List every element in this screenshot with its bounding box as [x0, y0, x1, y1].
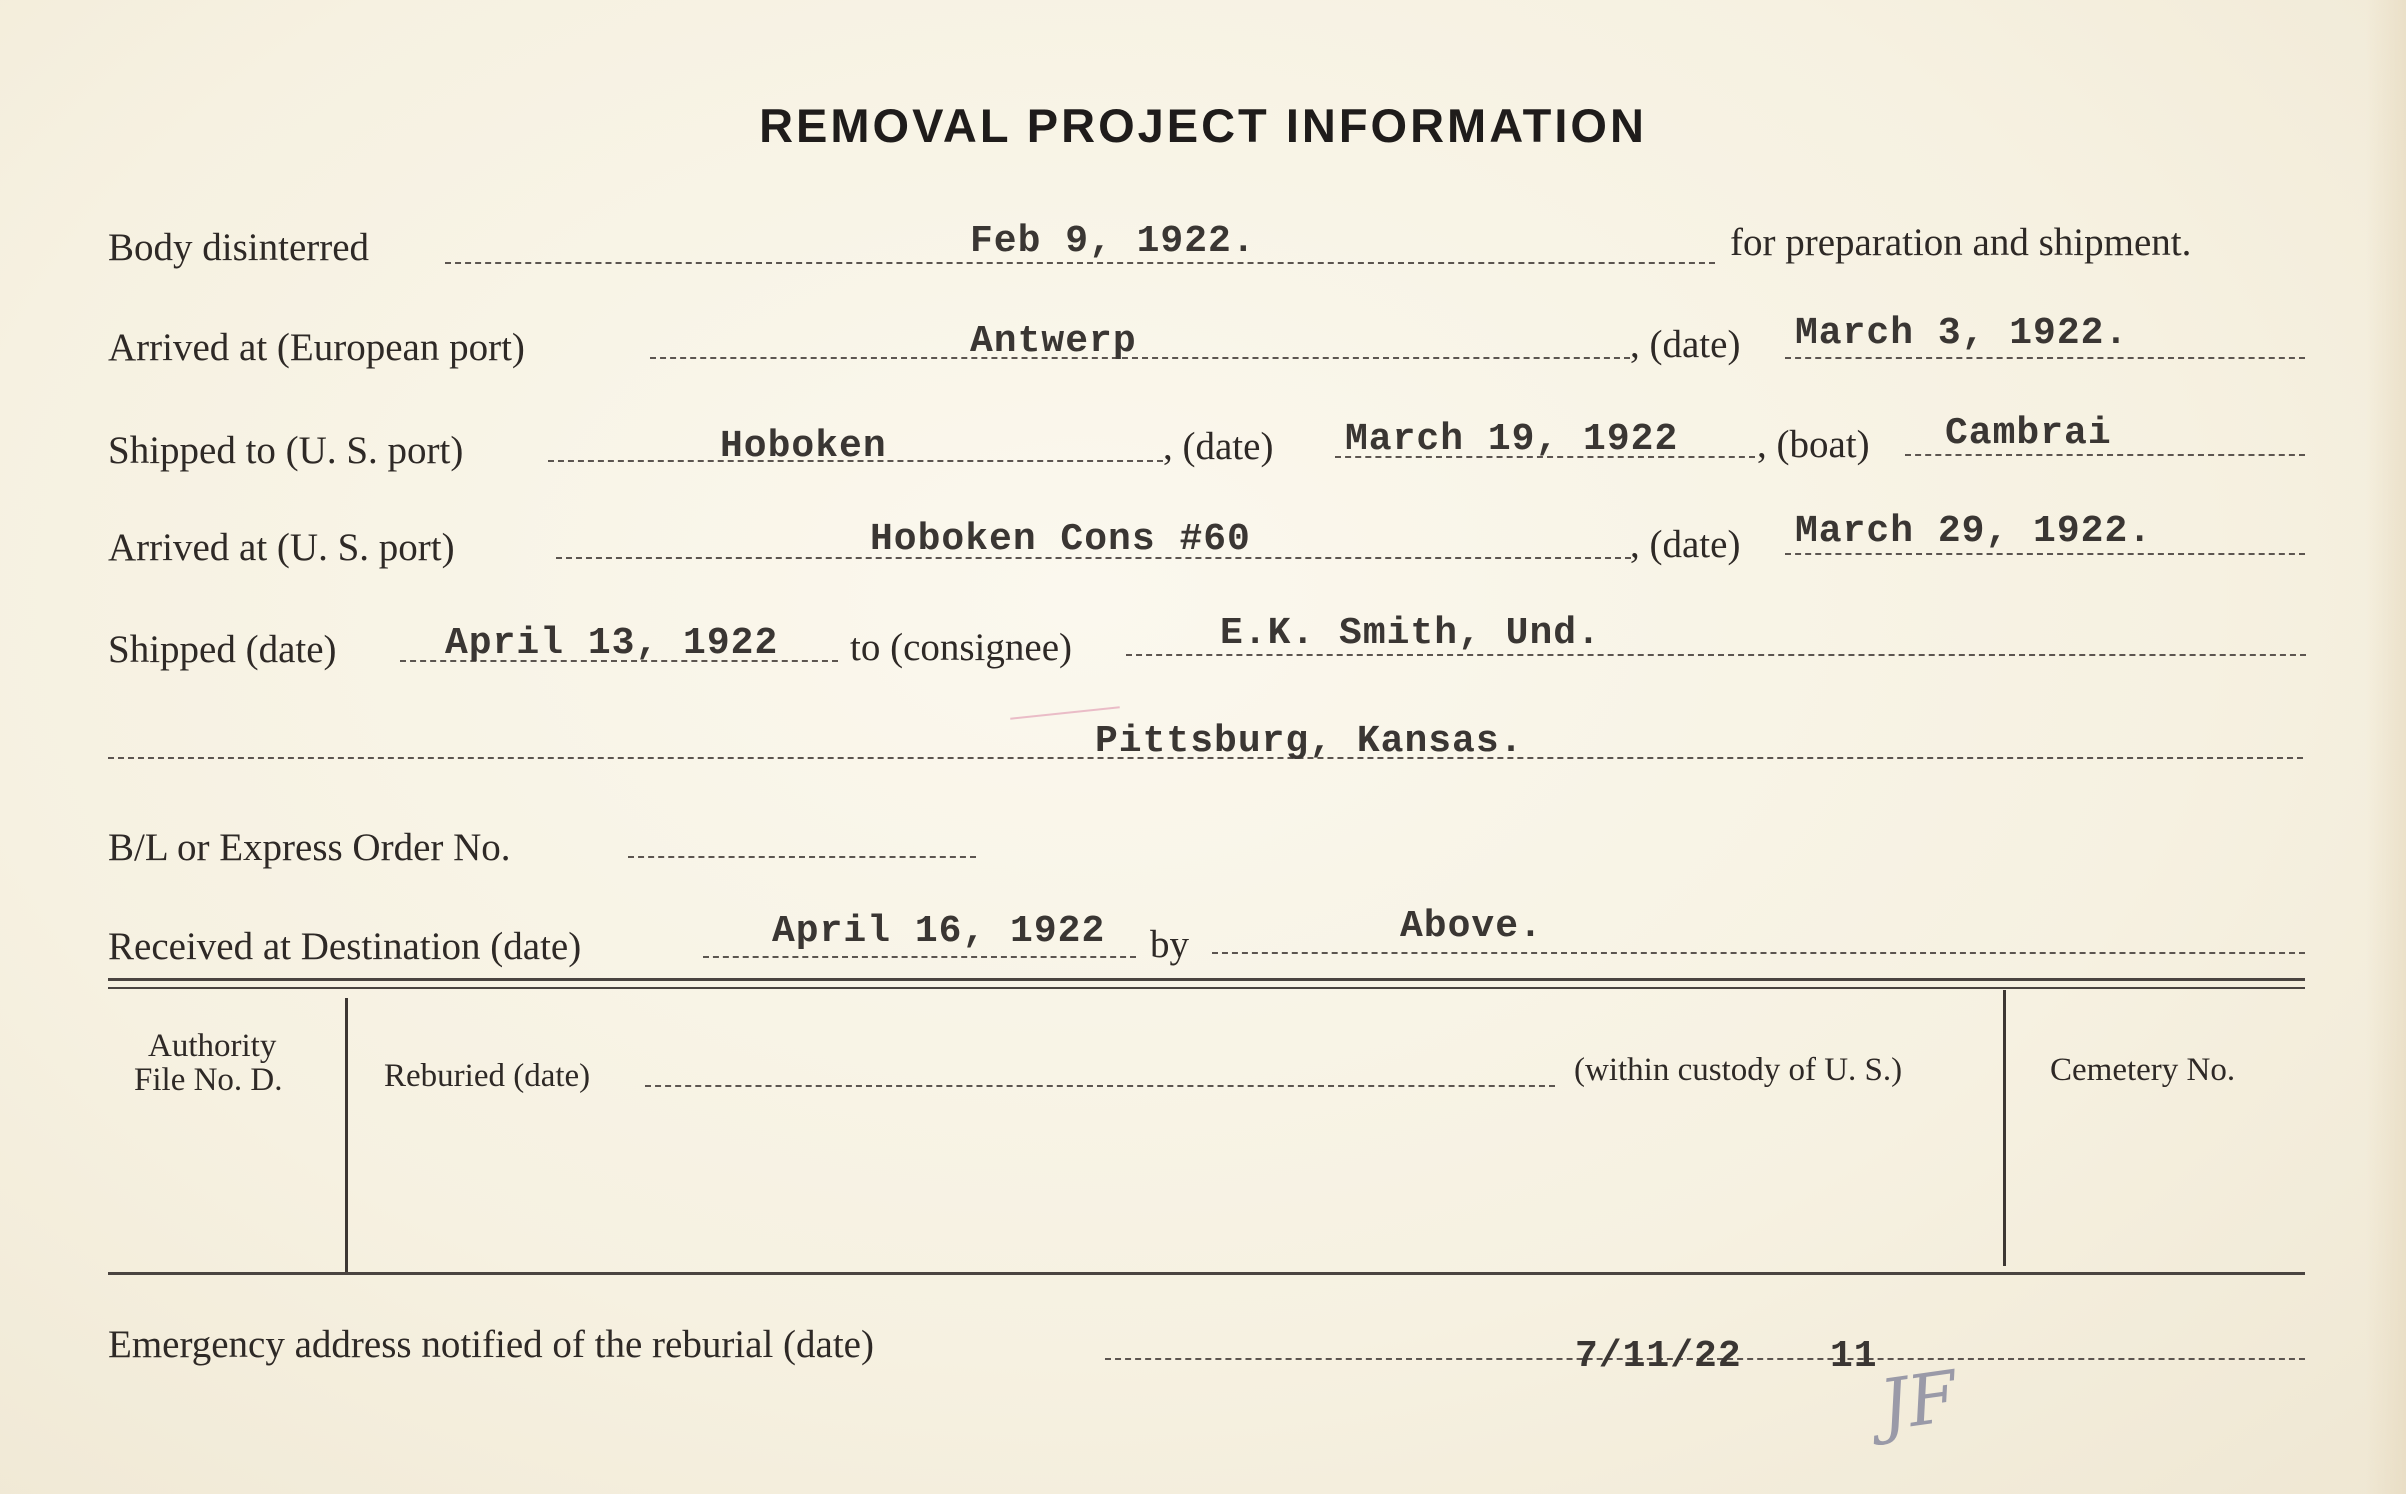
leader-line [703, 956, 1136, 958]
table-bottom-rule [108, 1272, 2305, 1275]
label-bl-express-order: B/L or Express Order No. [108, 826, 511, 869]
value-received-by: Above. [1400, 905, 1543, 948]
label-for-preparation: for preparation and shipment. [1730, 221, 2192, 264]
label-arrived-european-port: Arrived at (European port) [108, 326, 525, 369]
label-received-destination: Received at Destination (date) [108, 925, 582, 968]
value-consignee-city: Pittsburg, Kansas. [1095, 720, 1524, 763]
table-top-rule [108, 978, 2305, 981]
label-to-consignee: to (consignee) [850, 626, 1073, 669]
value-emergency-code: 11 [1830, 1335, 1878, 1378]
label-authority: Authority [148, 1028, 277, 1064]
value-us-arrival-date: March 29, 1922. [1795, 510, 2153, 553]
handwritten-initials: JF [1874, 1355, 1962, 1447]
value-european-port: Antwerp [970, 320, 1137, 363]
label-file-no: File No. D. [134, 1062, 283, 1098]
value-received-date: April 16, 1922 [772, 910, 1106, 953]
leader-line [1212, 952, 2305, 954]
label-shipped-date: Shipped (date) [108, 628, 337, 671]
value-shipped-on: April 13, 1922 [445, 622, 779, 665]
label-within-custody: (within custody of U. S.) [1574, 1052, 1903, 1088]
value-us-port-arrived: Hoboken Cons #60 [870, 518, 1251, 561]
stray-ink-mark [1010, 706, 1120, 719]
value-european-arrival-date: March 3, 1922. [1795, 312, 2129, 355]
value-emergency-date: 7/11/22 [1575, 1335, 1742, 1378]
label-shipped-to-us-port: Shipped to (U. S. port) [108, 429, 464, 472]
value-disinterred-date: Feb 9, 1922. [970, 220, 1256, 263]
leader-line [645, 1085, 1555, 1087]
label-reburied-date: Reburied (date) [384, 1058, 591, 1094]
label-cemetery-no: Cemetery No. [2050, 1052, 2236, 1088]
label-by: by [1150, 923, 1189, 966]
card-title: REMOVAL PROJECT INFORMATION [759, 99, 1647, 152]
label-date: , (date) [1630, 523, 1741, 566]
leader-line [1785, 357, 2305, 359]
leader-line [628, 856, 976, 858]
label-date: , (date) [1163, 425, 1274, 468]
label-boat: , (boat) [1757, 423, 1870, 466]
value-boat: Cambrai [1945, 412, 2112, 455]
table-divider-right [2003, 990, 2006, 1266]
value-us-port-shipped: Hoboken [720, 425, 887, 468]
label-body-disinterred: Body disinterred [108, 226, 370, 269]
table-top-rule-inner [108, 987, 2305, 989]
leader-line [1785, 553, 2305, 555]
value-consignee: E.K. Smith, Und. [1220, 612, 1601, 655]
value-shipped-date: March 19, 1922 [1345, 418, 1679, 461]
label-emergency-address: Emergency address notified of the reburial (date) [108, 1323, 874, 1366]
label-arrived-us-port: Arrived at (U. S. port) [108, 526, 455, 569]
leader-line [650, 357, 1630, 359]
label-date: , (date) [1630, 323, 1741, 366]
table-divider-left [345, 998, 348, 1272]
